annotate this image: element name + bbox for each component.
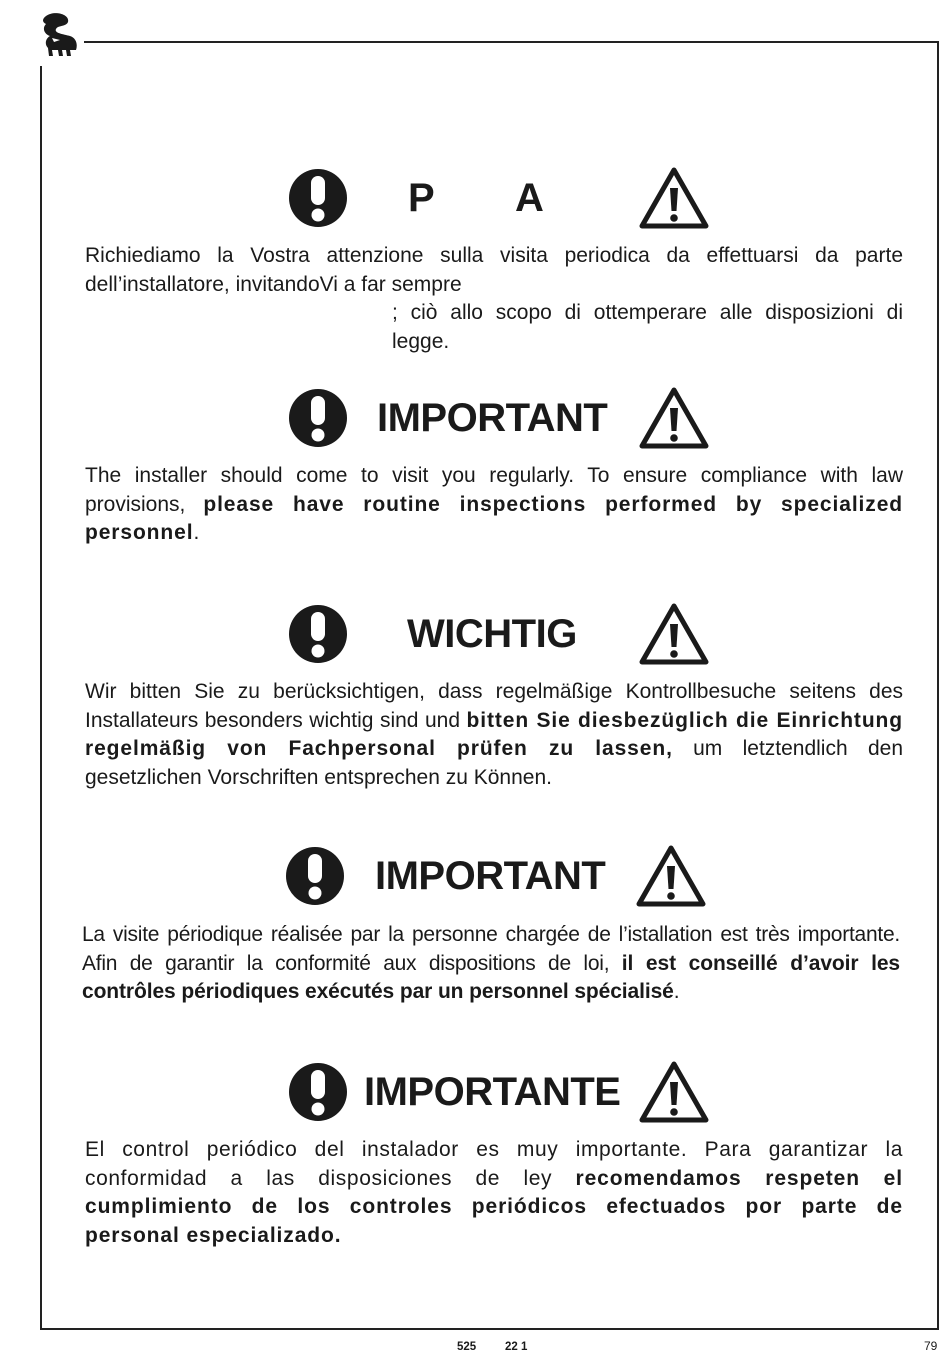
section-text <box>85 242 903 356</box>
text-part-2: ; ciò allo scopo di ottemperare alle disposizioni di legge. <box>392 301 903 353</box>
text-part-1: The installer should come to visit you regularly. To ensure compliance with law provisions, <box>85 464 903 516</box>
exclamation-circle-icon <box>285 846 345 906</box>
warning-triangle-icon <box>638 1060 710 1124</box>
text-part-3: . <box>673 980 680 1004</box>
heading-title-part-a: A <box>515 176 544 220</box>
exclamation-circle-icon <box>288 1062 348 1122</box>
text-emphasis: please have routine inspections performed by specialized personnel <box>85 492 903 545</box>
section-heading <box>85 166 905 230</box>
text-emphasis: recomendamos respeten el cumplimiento de los controles periódicos efectuados por parte de personal especializado. <box>85 1166 903 1247</box>
exclamation-circle-icon <box>288 388 348 448</box>
frame-right-line <box>937 41 939 1330</box>
text-part-3: . <box>193 521 200 545</box>
heading-title: IMPORTANT <box>377 396 608 440</box>
text-part-3: um letztendlich den gesetzlichen Vorschriften entsprechen zu Können. <box>85 737 903 789</box>
text-part-1: La visite périodique réalisée par la personne chargée de l’istallation est très importante. Afin de garantir la conformité aux dispositions de loi, <box>82 923 900 975</box>
text-emphasis: il est conseillé d’avoir les contrôles périodiques exécutés par un personnel spécialisé <box>82 951 900 1004</box>
warning-triangle-icon <box>635 844 707 908</box>
warning-triangle-icon <box>638 386 710 450</box>
section-heading <box>82 844 902 908</box>
exclamation-circle-icon <box>288 168 348 228</box>
frame-left-line <box>40 66 42 1330</box>
warning-triangle-icon <box>638 602 710 666</box>
section-text <box>82 921 900 1007</box>
footer-code-b: 22 1 <box>505 1341 528 1353</box>
warning-triangle-icon <box>638 166 710 230</box>
section-heading <box>85 386 905 450</box>
section-text <box>85 1136 903 1250</box>
text-part-1: El control periódico del instalador es muy importante. Para garantizar la conformidad a las disposiciones de ley <box>85 1138 903 1190</box>
frame-bottom-line <box>40 1328 939 1330</box>
exclamation-circle-icon <box>288 604 348 664</box>
heading-title: WICHTIG <box>407 612 577 656</box>
brand-logo-icon <box>40 12 80 58</box>
heading-title-part-p: P <box>408 176 435 220</box>
heading-title: IMPORTANT <box>375 854 606 898</box>
heading-title: IMPORTANTE <box>364 1070 621 1114</box>
text-emphasis: bitten Sie diesbezüglich die Einrichtung regelmäßig von Fachpersonal prüfen zu lassen, <box>85 708 903 761</box>
text-part-1: Richiediamo la Vostra attenzione sulla visita periodica da effettuarsi da parte dell’installatore, invitandoVi a far sempre <box>85 244 903 296</box>
footer-code-a: 525 <box>457 1341 477 1353</box>
frame-top-line <box>84 41 939 43</box>
section-heading <box>85 1060 905 1124</box>
section-text <box>85 462 903 548</box>
page-number: 79 <box>924 1339 938 1353</box>
section-text <box>85 678 903 792</box>
text-part-1: Wir bitten Sie zu berücksichtigen, dass regelmäßige Kontrollbesuche seitens des Installateurs besonders wichtig sind und <box>85 680 903 732</box>
section-heading <box>85 602 905 666</box>
